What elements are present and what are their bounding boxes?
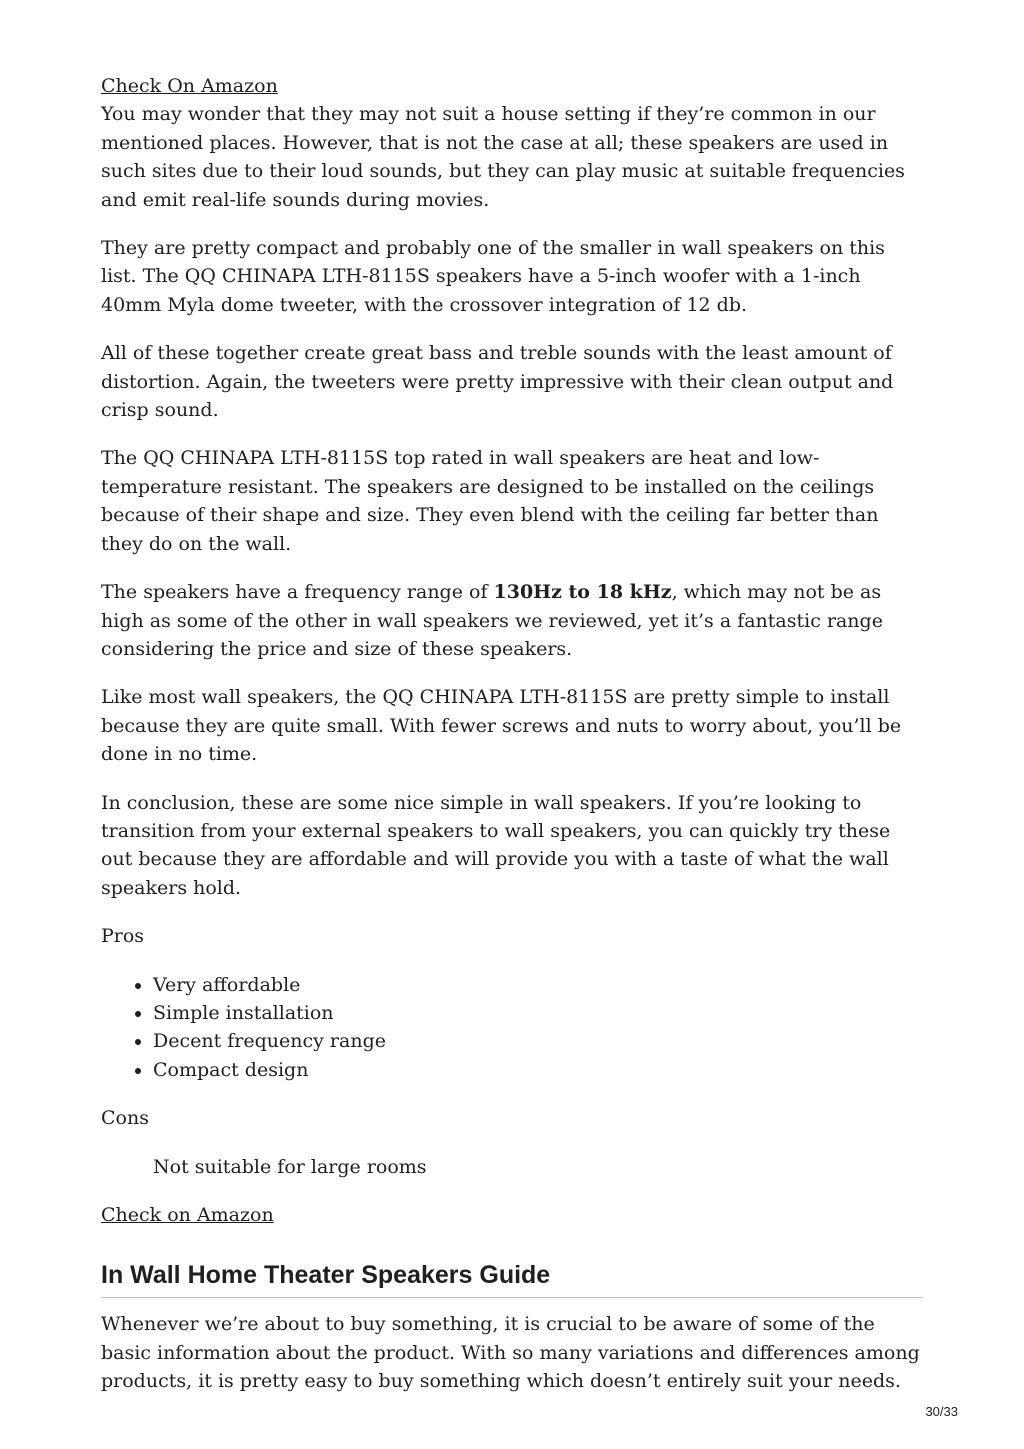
list-item: • Decent frequency range: [153, 1027, 923, 1055]
list-item: • Very affordable: [153, 971, 923, 999]
list-item: • Compact design: [153, 1056, 923, 1084]
paragraph-conclusion: In conclusion, these are some nice simple in wall speakers. If you’re looking to transition from your external speakers to wall speakers, you can quickly try these out because they are affordable and will provide you with a taste of what the wall speakers hold.: [101, 791, 891, 899]
frequency-range-bold: 130Hz to 18 kHz: [493, 581, 672, 604]
pros-list: [101, 971, 923, 1085]
frequency-text-after: , which may not be as high as some of the other in wall speakers we reviewed, yet it’s a fantastic range considering the price and size of these speakers.: [101, 581, 883, 660]
section-heading: In Wall Home Theater Speakers Guide: [101, 1259, 923, 1298]
list-item: • Simple installation: [153, 999, 923, 1027]
cons-item: Not suitable for large rooms: [153, 1155, 427, 1178]
check-on-amazon-link-bottom[interactable]: Check on Amazon: [101, 1204, 274, 1226]
paragraph-intro: You may wonder that they may not suit a house setting if they’re common in our mentioned places. However, that is not the case at all; these speakers are used in such sites due to their loud sounds, but they can play music at suitable frequencies and emit real-life sounds during movies.: [101, 103, 905, 211]
frequency-text-before: The speakers have a frequency range of: [101, 581, 494, 604]
page-content: [101, 72, 923, 1416]
paragraph-install: Like most wall speakers, the QQ CHINAPA LTH-8115S are pretty simple to install because they are quite small. With fewer screws and nuts to worry about, you’ll be done in no time.: [101, 686, 902, 766]
paragraph-frequency: [101, 578, 923, 663]
paragraph-compact: They are pretty compact and probably one of the smaller in wall speakers on this list. The QQ CHINAPA LTH-8115S speakers have a 5-inch woofer with a 1-inch 40mm Myla dome tweeter, with the crossover integration of 12 db.: [101, 237, 885, 316]
check-on-amazon-link-top[interactable]: Check On Amazon: [101, 75, 278, 97]
pros-label: Pros: [101, 925, 145, 948]
paragraph-resistant: The QQ CHINAPA LTH-8115S top rated in wall speakers are heat and low-temperature resistant. The speakers are designed to be installed on the ceilings because of their shape and size. They even blend with the ceiling far better than they do on the wall.: [101, 447, 879, 555]
cons-label: Cons: [101, 1107, 149, 1130]
paragraph-bass-treble: All of these together create great bass and treble sounds with the least amount of distortion. Again, the tweeters were pretty impressive with their clean output and crisp sound.: [101, 342, 894, 422]
paragraph-guide: Whenever we’re about to buy something, it is crucial to be aware of some of the basic information about the product. With so many variations and differences among products, it is pretty easy to buy something which doesn’t entirely suit your needs.: [101, 1313, 920, 1393]
page-number: 30/33: [925, 1404, 958, 1419]
